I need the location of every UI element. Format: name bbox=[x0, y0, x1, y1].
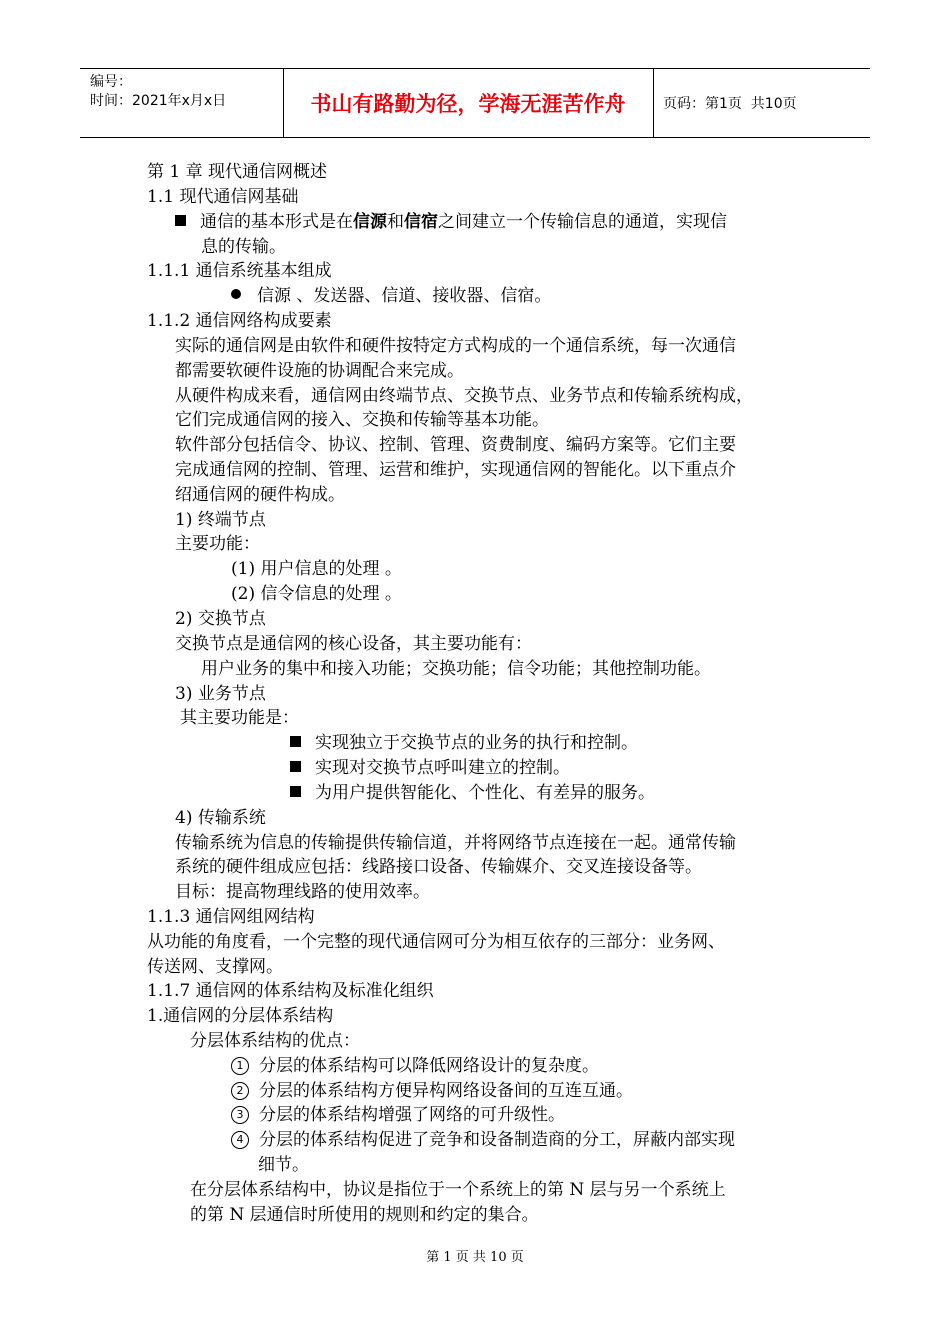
bullet-item: 信源 、发送器、信道、接收器、信宿。 bbox=[231, 284, 551, 308]
paragraph-line: 软件部分包括信令、协议、控制、管理、资费制度、编码方案等。它们主要 bbox=[175, 435, 736, 455]
header-number-label: 编号： bbox=[90, 74, 132, 90]
bullet-item: 为用户提供智能化、个性化、有差异的服务。 bbox=[290, 781, 655, 805]
section-heading: 1.1.1 通信系统基本组成 bbox=[147, 261, 332, 281]
header-meta bbox=[90, 73, 226, 111]
page-footer: 第 1 页 共 10 页 bbox=[426, 1250, 524, 1265]
header-page-info: 页码：第1页 共10页 bbox=[663, 96, 797, 112]
section-heading: 1.1 现代通信网基础 bbox=[147, 187, 299, 207]
square-bullet-icon bbox=[290, 761, 301, 772]
square-bullet-icon bbox=[175, 215, 186, 226]
bullet-paragraph: 通信的基本形式是在信源和信宿之间建立一个传输信息的通道，实现信 bbox=[175, 210, 727, 234]
bullet-item: 实现对交换节点呼叫建立的控制。 bbox=[290, 756, 570, 780]
bullet-item: 实现独立于交换节点的业务的执行和控制。 bbox=[290, 731, 638, 755]
paragraph-line: 分层体系结构的优点： bbox=[190, 1031, 360, 1051]
paragraph-line: 在分层体系结构中，协议是指位于一个系统上的第 N 层与另一个系统上 bbox=[190, 1180, 726, 1200]
document-header bbox=[80, 68, 870, 138]
header-time-label: 时间：2021年x月x日 bbox=[90, 93, 227, 109]
list-item: (2) 信令信息的处理 。 bbox=[231, 584, 402, 604]
paragraph-line: 完成通信网的控制、管理、运营和维护，实现通信网的智能化。以下重点介 bbox=[175, 460, 736, 480]
subsection-heading: 4) 传输系统 bbox=[175, 808, 266, 828]
numbered-item: 4 分层的体系结构促进了竞争和设备制造商的分工，屏蔽内部实现 bbox=[231, 1128, 735, 1152]
subsection-heading: 1) 终端节点 bbox=[175, 510, 266, 530]
numbered-item: 3 分层的体系结构增强了网络的可升级性。 bbox=[231, 1103, 565, 1127]
section-heading: 1.1.7 通信网的体系结构及标准化组织 bbox=[147, 981, 434, 1001]
section-heading: 1.1.3 通信网组网结构 bbox=[147, 907, 315, 927]
chapter-title: 第 1 章 现代通信网概述 bbox=[147, 162, 328, 182]
header-divider bbox=[653, 69, 654, 137]
paragraph-line: 的第 N 层通信时所使用的规则和约定的集合。 bbox=[190, 1205, 539, 1225]
subsection-heading: 3) 业务节点 bbox=[175, 684, 266, 704]
list-item: (1) 用户信息的处理 。 bbox=[231, 559, 402, 579]
paragraph-line: 细节。 bbox=[258, 1155, 309, 1175]
circled-number: 1 bbox=[231, 1057, 249, 1075]
paragraph-line: 实际的通信网是由软件和硬件按特定方式构成的一个通信系统，每一次通信 bbox=[175, 336, 736, 356]
numbered-item: 2 分层的体系结构方便异构网络设备间的互连互通。 bbox=[231, 1079, 633, 1103]
paragraph-line: 它们完成通信网的接入、交换和传输等基本功能。 bbox=[175, 410, 549, 430]
paragraph-line: 交换节点是通信网的核心设备，其主要功能有： bbox=[175, 634, 532, 654]
circled-number: 4 bbox=[231, 1131, 249, 1149]
round-bullet-icon bbox=[231, 289, 241, 299]
paragraph-line: 其主要功能是： bbox=[180, 708, 299, 728]
paragraph-line: 息的传输。 bbox=[201, 237, 286, 257]
paragraph-line: 绍通信网的硬件构成。 bbox=[175, 485, 345, 505]
paragraph-line: 传送网、支撑网。 bbox=[147, 957, 283, 977]
paragraph-line: 都需要软硬件设施的协调配合来完成。 bbox=[175, 361, 464, 381]
paragraph-line: 主要功能： bbox=[175, 534, 260, 554]
paragraph-line: 目标：提高物理线路的使用效率。 bbox=[175, 882, 430, 902]
paragraph-line: 从硬件构成来看，通信网由终端节点、交换节点、业务节点和传输系统构成， bbox=[175, 386, 753, 406]
circled-number: 2 bbox=[231, 1082, 249, 1100]
paragraph-line: 系统的硬件组成应包括：线路接口设备、传输媒介、交叉连接设备等。 bbox=[175, 857, 702, 877]
square-bullet-icon bbox=[290, 736, 301, 747]
circled-number: 3 bbox=[231, 1106, 249, 1124]
section-heading: 1.1.2 通信网络构成要素 bbox=[147, 311, 332, 331]
subsection-heading: 2) 交换节点 bbox=[175, 609, 266, 629]
header-motto: 书山有路勤为径，学海无涯苦作舟 bbox=[310, 92, 626, 116]
paragraph-line: 从功能的角度看，一个完整的现代通信网可分为相互依存的三部分：业务网、 bbox=[147, 932, 725, 952]
section-heading: 1.通信网的分层体系结构 bbox=[147, 1006, 334, 1026]
square-bullet-icon bbox=[290, 786, 301, 797]
paragraph-line: 用户业务的集中和接入功能；交换功能；信令功能；其他控制功能。 bbox=[201, 659, 711, 679]
paragraph-line: 传输系统为信息的传输提供传输信道，并将网络节点连接在一起。通常传输 bbox=[175, 833, 736, 853]
numbered-item: 1 分层的体系结构可以降低网络设计的复杂度。 bbox=[231, 1054, 599, 1078]
